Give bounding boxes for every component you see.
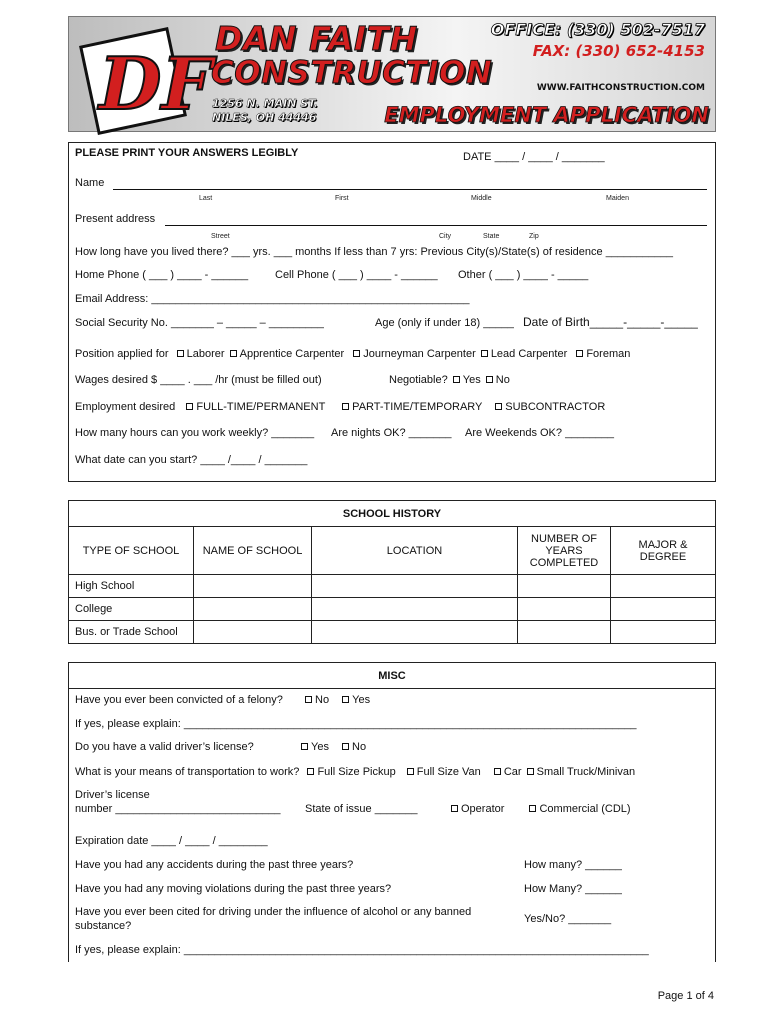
negotiable-label: Negotiable? — [389, 374, 448, 386]
license-no-label: No — [352, 741, 367, 753]
negotiable-yes-label: Yes — [462, 374, 481, 386]
employment-label: Employment desired — [75, 401, 176, 413]
form-title: EMPLOYMENT APPLICATION — [384, 103, 709, 127]
state-of-issue-field[interactable]: State of issue _______ — [305, 803, 418, 815]
violations-count-field[interactable]: How Many? ______ — [524, 883, 622, 895]
age-field[interactable]: Age (only if under 18) _____ — [375, 317, 514, 329]
full-time-label: FULL-TIME/PERMANENT — [196, 401, 326, 413]
address-sub-street: Street — [211, 233, 230, 240]
full-size-van-label: Full Size Van — [416, 766, 481, 778]
letterhead-banner — [68, 16, 716, 132]
negotiable-row — [389, 374, 510, 386]
dui-answer-field[interactable]: Yes/No? _______ — [524, 913, 612, 925]
subcontractor-label: SUBCONTRACTOR — [505, 401, 606, 413]
employment-row — [75, 401, 605, 413]
checkbox-foreman[interactable] — [576, 350, 583, 357]
misc-section — [68, 662, 716, 962]
header-years-completed: NUMBER OF YEARS COMPLETED — [518, 527, 611, 575]
misc-title: MISC — [69, 663, 715, 689]
address-label: Present address — [75, 213, 156, 225]
name-sub-middle: Middle — [471, 195, 492, 202]
accidents-count-field[interactable]: How many? ______ — [524, 859, 622, 871]
header-major-degree: MAJOR & DEGREE — [611, 527, 716, 575]
checkbox-part-time[interactable] — [342, 403, 349, 410]
full-size-pickup-label: Full Size Pickup — [317, 766, 396, 778]
school-name-cell[interactable] — [194, 598, 312, 621]
license-class-options — [449, 803, 631, 815]
operator-label: Operator — [461, 803, 505, 815]
commercial-cdl-label: Commercial (CDL) — [539, 803, 631, 815]
instructions: PLEASE PRINT YOUR ANSWERS LEGIBLY — [75, 147, 299, 159]
position-foreman: Foreman — [586, 348, 631, 360]
school-name-cell[interactable] — [194, 621, 312, 644]
table-row — [69, 575, 716, 598]
address-line2: NILES, OH 44446 — [212, 111, 317, 124]
personal-info-section — [68, 142, 716, 482]
checkbox-operator[interactable] — [451, 805, 458, 812]
license-options — [299, 741, 366, 753]
felony-yes-label: Yes — [352, 694, 371, 706]
start-date-field[interactable]: What date can you start? ____ /____ / _______ — [75, 454, 308, 466]
checkbox-subcontractor[interactable] — [495, 403, 502, 410]
felony-options — [303, 694, 370, 706]
checkbox-laborer[interactable] — [177, 350, 184, 357]
dob-field[interactable]: Date of Birth_____-_____-_____ — [523, 315, 698, 329]
table-row — [69, 598, 716, 621]
name-sub-first: First — [335, 195, 349, 202]
car-label: Car — [503, 766, 522, 778]
checkbox-license-yes[interactable] — [301, 743, 308, 750]
address-sub-state: State — [483, 233, 500, 240]
checkbox-car[interactable] — [494, 768, 501, 775]
ssn-field[interactable]: Social Security No. _______ – _____ – _________ — [75, 317, 324, 329]
name-line[interactable] — [113, 189, 707, 190]
school-history-section — [68, 500, 716, 640]
hours-field[interactable]: How many hours can you work weekly? _______ — [75, 427, 315, 439]
fax-number: FAX: (330) 652-4153 — [532, 42, 705, 60]
checkbox-journeyman-carpenter[interactable] — [353, 350, 360, 357]
checkbox-felony-yes[interactable] — [342, 696, 349, 703]
checkbox-negotiable-yes[interactable] — [453, 376, 460, 383]
checkbox-small-truck[interactable] — [527, 768, 534, 775]
company-name-line1: DAN FAITH — [215, 19, 418, 58]
position-apprentice-carpenter: Apprentice Carpenter — [239, 348, 345, 360]
location-cell[interactable] — [312, 621, 518, 644]
other-phone-field[interactable]: Other ( ___ ) ____ - _____ — [458, 269, 589, 281]
dui-explain-field[interactable]: If yes, please explain: ____________________________________________________________________________ — [75, 944, 649, 956]
position-laborer: Laborer — [186, 348, 225, 360]
office-phone: OFFICE: (330) 502-7517 — [490, 20, 705, 39]
header-type-of-school: TYPE OF SCHOOL — [69, 527, 194, 575]
address-sub-city: City — [439, 233, 452, 240]
nights-field[interactable]: Are nights OK? _______ — [331, 427, 452, 439]
school-type-high-school: High School — [69, 575, 194, 598]
license-number-field[interactable]: number ___________________________ — [75, 803, 281, 815]
felony-explain-field[interactable]: If yes, please explain: __________________________________________________________________________ — [75, 718, 637, 730]
transport-question: What is your means of transportation to work? — [75, 766, 300, 778]
expiration-date-field[interactable]: Expiration date ____ / ____ / ________ — [75, 835, 268, 847]
license-yes-label: Yes — [311, 741, 329, 753]
header-name-of-school: NAME OF SCHOOL — [194, 527, 312, 575]
transport-row — [75, 766, 635, 778]
position-lead-carpenter: Lead Carpenter — [490, 348, 568, 360]
major-cell[interactable] — [611, 575, 716, 598]
checkbox-full-size-van[interactable] — [407, 768, 414, 775]
name-sub-last: Last — [199, 195, 213, 202]
checkbox-felony-no[interactable] — [305, 696, 312, 703]
checkbox-full-size-pickup[interactable] — [307, 768, 314, 775]
felony-no-label: No — [315, 694, 330, 706]
small-truck-label: Small Truck/Minivan — [536, 766, 636, 778]
school-name-cell[interactable] — [194, 575, 312, 598]
position-journeyman-carpenter: Journeyman Carpenter — [363, 348, 476, 360]
logo-letter-d: DF — [99, 41, 213, 126]
years-cell[interactable] — [518, 621, 611, 644]
school-type-college: College — [69, 598, 194, 621]
company-logo — [83, 27, 213, 131]
checkbox-commercial-cdl[interactable] — [529, 805, 536, 812]
felony-question: Have you ever been convicted of a felony? — [75, 694, 283, 706]
email-field[interactable]: Email Address: ____________________________________________________ — [75, 293, 470, 305]
checkbox-lead-carpenter[interactable] — [481, 350, 488, 357]
company-name-line2: CONSTRUCTION — [211, 55, 493, 91]
header-location: LOCATION — [312, 527, 518, 575]
school-type-trade: Bus. or Trade School — [69, 621, 194, 644]
cell-phone-field[interactable]: Cell Phone ( ___ ) ____ - ______ — [275, 269, 438, 281]
location-cell[interactable] — [312, 575, 518, 598]
position-row — [75, 348, 630, 360]
years-cell[interactable] — [518, 575, 611, 598]
negotiable-no-label: No — [495, 374, 510, 386]
residence-duration[interactable]: How long have you lived there? ___ yrs. ___ months If less than 7 yrs: Previous City(s)/State(s) of residence ___________ — [75, 246, 673, 258]
dui-question-line1: Have you ever been cited for driving under the influence of alcohol or any banned — [75, 906, 472, 918]
major-cell[interactable] — [611, 621, 716, 644]
address-line[interactable] — [165, 225, 707, 226]
home-phone-field[interactable]: Home Phone ( ___ ) ____ - ______ — [75, 269, 249, 281]
address-line1: 1256 N. MAIN ST. — [212, 97, 318, 110]
position-label: Position applied for — [75, 348, 169, 360]
page-number: Page 1 of 4 — [657, 990, 714, 1002]
address-sub-zip: Zip — [529, 233, 539, 240]
years-cell[interactable] — [518, 598, 611, 621]
license-number-label-1: Driver’s license — [75, 789, 150, 801]
school-history-table — [68, 500, 716, 644]
location-cell[interactable] — [312, 598, 518, 621]
table-row — [69, 621, 716, 644]
name-label: Name — [75, 177, 105, 189]
accidents-question: Have you had any accidents during the past three years? — [75, 859, 354, 871]
checkbox-apprentice-carpenter[interactable] — [230, 350, 237, 357]
checkbox-full-time[interactable] — [186, 403, 193, 410]
checkbox-negotiable-no[interactable] — [486, 376, 493, 383]
major-cell[interactable] — [611, 598, 716, 621]
name-sub-maiden: Maiden — [606, 195, 629, 202]
school-history-title: SCHOOL HISTORY — [69, 501, 716, 527]
license-question: Do you have a valid driver’s license? — [75, 741, 254, 753]
website-url[interactable]: WWW.FAITHCONSTRUCTION.COM — [536, 83, 705, 93]
checkbox-license-no[interactable] — [342, 743, 349, 750]
wages-field[interactable]: Wages desired $ ____ . ___ /hr (must be filled out) — [75, 374, 322, 386]
dui-question-line2: substance? — [75, 920, 132, 932]
part-time-label: PART-TIME/TEMPORARY — [352, 401, 483, 413]
weekends-field[interactable]: Are Weekends OK? ________ — [465, 427, 615, 439]
violations-question: Have you had any moving violations during the past three years? — [75, 883, 392, 895]
date-field[interactable]: DATE ____ / ____ / _______ — [463, 151, 605, 163]
